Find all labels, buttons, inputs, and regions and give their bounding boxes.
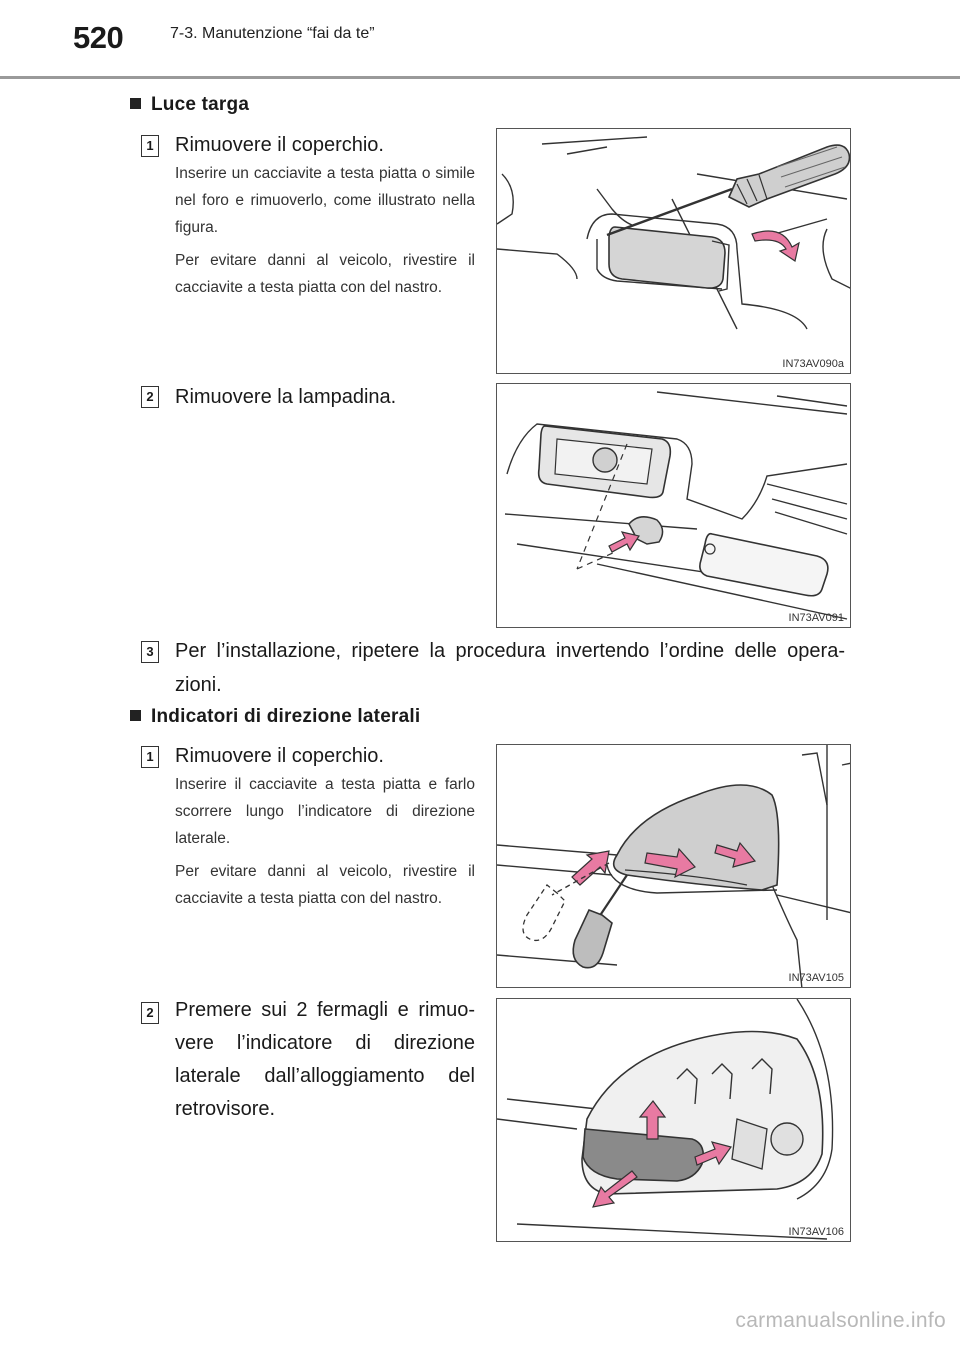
watermark: carmanualsonline.info — [735, 1309, 946, 1332]
illustration-plate-cover — [497, 129, 851, 374]
step-badge-ind-1: 1 — [141, 746, 159, 768]
section-title: 7-3. Manutenzione “fai da te” — [170, 25, 375, 42]
note-ind-1b: Per evitare danni al veicolo, rivestire il cacciavite a testa piatta con del nastro. — [175, 863, 475, 907]
heading-luce-targa-text: Luce targa — [151, 94, 250, 115]
step-badge-2: 2 — [141, 386, 159, 408]
note-1a: Inserire un cacciavite a testa piatta o simile nel foro e rimuoverlo, come illustrato nella figura. — [175, 165, 475, 236]
step-badge-1: 1 — [141, 135, 159, 157]
header-rule — [0, 76, 960, 79]
step-text-ind-2: Premere sui 2 fermagli e rimuo-vere l’indicatore di direzione laterale dall’alloggiamento del retrovisore. — [175, 999, 475, 1120]
figure-remove-bulb — [496, 383, 851, 628]
step-text-1: Rimuovere il coperchio. — [175, 134, 384, 156]
figure-remove-indicator-cover — [496, 744, 851, 988]
square-bullet-icon — [130, 98, 141, 109]
figure-code: IN73AV091 — [788, 612, 844, 624]
step-text-3: Per l’installazione, ripetere la procedura invertendo l’ordine delle opera-zioni. — [175, 640, 845, 696]
illustration-mirror-cover — [497, 745, 851, 988]
figure-code: IN73AV090a — [782, 358, 844, 370]
illustration-mirror-indicator — [497, 999, 851, 1242]
page-header — [0, 0, 960, 78]
note-ind-1a: Inserire il cacciavite a testa piatta e farlo scorrere lungo l’indicatore di direzione laterale. — [175, 776, 475, 847]
step-text-ind-1: Rimuovere il coperchio. — [175, 745, 384, 767]
step-badge-ind-2: 2 — [141, 1002, 159, 1024]
page-number: 520 — [73, 20, 124, 55]
heading-luce-targa — [130, 94, 249, 116]
figure-remove-cover-plate — [496, 128, 851, 374]
square-bullet-icon — [130, 710, 141, 721]
heading-indicatori-text: Indicatori di direzione laterali — [151, 706, 421, 727]
note-1b: Per evitare danni al veicolo, rivestire il cacciavite a testa piatta con del nastro. — [175, 252, 475, 296]
figure-code: IN73AV106 — [788, 1226, 844, 1238]
figure-code: IN73AV105 — [788, 972, 844, 984]
step-text-2: Rimuovere la lampadina. — [175, 386, 397, 408]
step-badge-3: 3 — [141, 641, 159, 663]
figure-remove-indicator — [496, 998, 851, 1242]
heading-indicatori — [130, 706, 420, 728]
illustration-plate-bulb — [497, 384, 851, 628]
